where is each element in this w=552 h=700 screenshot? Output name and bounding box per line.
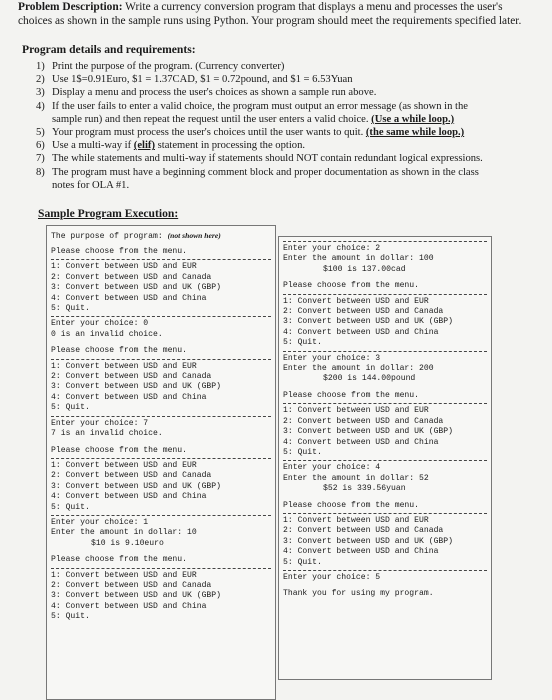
menu-item: 4: Convert between USD and China bbox=[283, 327, 439, 337]
sample-run-right bbox=[278, 236, 492, 680]
menu-item: 5: Quit. bbox=[51, 403, 90, 413]
details-heading: Program details and requirements: bbox=[22, 43, 196, 56]
result-line: $100 is 137.00cad bbox=[323, 264, 406, 274]
menu-item: 1: Convert between USD and EUR bbox=[51, 570, 197, 580]
menu-item: 4: Convert between USD and China bbox=[283, 437, 439, 447]
menu-item: 5: Quit. bbox=[51, 502, 90, 512]
menu-item: 3: Convert between USD and UK (GBP) bbox=[51, 591, 221, 601]
menu-item: 4: Convert between USD and China bbox=[51, 392, 207, 402]
menu-item: 3: Convert between USD and UK (GBP) bbox=[283, 536, 453, 546]
menu-separator bbox=[283, 513, 487, 514]
menu-item: 3: Convert between USD and UK (GBP) bbox=[51, 481, 221, 491]
menu-item: 5: Quit. bbox=[51, 612, 90, 622]
menu-item: 2: Convert between USD and Canada bbox=[51, 471, 212, 481]
requirement-5: 5) Your program must process the user's choices until the user wants to quit. (the same while loop.) bbox=[36, 127, 465, 139]
menu-prompt: Please choose from the menu. bbox=[51, 247, 187, 256]
choice-line: Enter your choice: 1 bbox=[51, 517, 149, 527]
choice-line: Enter your choice: 3 bbox=[283, 353, 381, 363]
menu-item: 4: Convert between USD and China bbox=[283, 547, 439, 557]
result-line: $10 is 9.10euro bbox=[91, 538, 164, 548]
menu-item: 1: Convert between USD and EUR bbox=[51, 262, 197, 272]
menu-item: 5: Quit. bbox=[283, 447, 322, 457]
menu-item: 5: Quit. bbox=[283, 338, 322, 348]
menu-item: 1: Convert between USD and EUR bbox=[283, 406, 429, 416]
menu-separator bbox=[283, 460, 487, 461]
choice-line: Enter your choice: 4 bbox=[283, 463, 381, 473]
choice-line: Enter your choice: 5 bbox=[283, 572, 381, 582]
menu-separator bbox=[283, 241, 487, 242]
problem-description bbox=[18, 0, 538, 28]
menu-item: 2: Convert between USD and Canada bbox=[283, 526, 444, 536]
requirement-4-cont: sample run) and then repeat the request until the user enters a valid choice. (Use a while loop.) bbox=[52, 113, 455, 125]
menu-separator bbox=[51, 359, 271, 360]
menu-separator bbox=[51, 568, 271, 569]
description-label: Problem Description: bbox=[18, 1, 123, 13]
menu-item: 5: Quit. bbox=[283, 557, 322, 567]
menu-prompt: Please choose from the menu. bbox=[283, 500, 419, 510]
sample-run-left bbox=[46, 225, 276, 700]
requirement-8-cont: notes for OLA #1. bbox=[52, 179, 130, 191]
result-line: $200 is 144.00pound bbox=[323, 374, 416, 384]
description-line-1: Write a currency conversion program that displays a menu and processes the user's bbox=[122, 1, 503, 13]
menu-separator bbox=[51, 316, 271, 317]
menu-separator bbox=[51, 458, 271, 459]
menu-item: 1: Convert between USD and EUR bbox=[283, 515, 429, 525]
menu-prompt: Please choose from the menu. bbox=[51, 346, 187, 356]
menu-separator bbox=[283, 351, 487, 352]
menu-separator bbox=[283, 294, 487, 295]
menu-item: 4: Convert between USD and China bbox=[51, 601, 207, 611]
sample-heading: Sample Program Execution: bbox=[38, 207, 179, 220]
menu-item: 2: Convert between USD and Canada bbox=[51, 580, 212, 590]
requirement-3: 3) Display a menu and process the user's choices as shown a sample run above. bbox=[36, 87, 377, 99]
menu-separator bbox=[51, 515, 271, 516]
invalid-message: 0 is an invalid choice. bbox=[51, 329, 163, 339]
menu-separator bbox=[283, 403, 487, 404]
menu-item: 2: Convert between USD and Canada bbox=[51, 372, 212, 382]
menu-item: 1: Convert between USD and EUR bbox=[283, 296, 429, 306]
menu-item: 2: Convert between USD and Canada bbox=[283, 307, 444, 317]
requirement-4: 4) If the user fails to enter a valid choice, the program must output an error message (as shown in the bbox=[36, 100, 468, 112]
menu-item: 1: Convert between USD and EUR bbox=[51, 361, 197, 371]
choice-line: Enter your choice: 7 bbox=[51, 418, 149, 428]
amount-line: Enter the amount in dollar: 200 bbox=[283, 364, 434, 374]
menu-item: 3: Convert between USD and UK (GBP) bbox=[283, 427, 453, 437]
description-line-2: choices as shown in the sample runs using Python. Your program should meet the requirements specified later. bbox=[18, 15, 522, 27]
menu-item: 1: Convert between USD and EUR bbox=[51, 460, 197, 470]
amount-line: Enter the amount in dollar: 52 bbox=[283, 473, 429, 483]
requirement-8: 8) The program must have a beginning comment block and proper documentation as shown in the class bbox=[36, 166, 479, 178]
menu-item: 5: Quit. bbox=[51, 304, 90, 314]
requirement-1: 1) Print the purpose of the program. (Currency converter) bbox=[36, 61, 285, 72]
menu-item: 4: Convert between USD and China bbox=[51, 293, 207, 303]
result-line: $52 is 339.56yuan bbox=[323, 484, 406, 494]
choice-line: Enter your choice: 0 bbox=[51, 319, 149, 329]
menu-item: 3: Convert between USD and UK (GBP) bbox=[283, 317, 453, 327]
menu-prompt: Please choose from the menu. bbox=[51, 445, 187, 455]
amount-line: Enter the amount in dollar: 100 bbox=[283, 254, 434, 264]
menu-separator bbox=[51, 259, 271, 260]
menu-separator bbox=[51, 416, 271, 417]
requirements-list bbox=[36, 60, 536, 192]
menu-prompt: Please choose from the menu. bbox=[283, 281, 419, 291]
invalid-message: 7 is an invalid choice. bbox=[51, 429, 163, 439]
menu-item: 3: Convert between USD and UK (GBP) bbox=[51, 283, 221, 293]
requirement-2: 2) Use 1$=0.91Euro, $1 = 1.37CAD, $1 = 0.72pound, and $1 = 6.53Yuan bbox=[36, 74, 353, 86]
menu-item: 4: Convert between USD and China bbox=[51, 492, 207, 502]
thank-you-line: Thank you for using my program. bbox=[283, 589, 434, 599]
purpose-line: The purpose of program: (not shown here) bbox=[51, 231, 221, 241]
menu-prompt: Please choose from the menu. bbox=[51, 555, 187, 565]
requirement-7: 7) The while statements and multi-way if statements should NOT contain redundant logical expressions. bbox=[36, 153, 483, 165]
choice-line: Enter your choice: 2 bbox=[283, 244, 381, 253]
amount-line: Enter the amount in dollar: 10 bbox=[51, 528, 197, 538]
menu-prompt: Please choose from the menu. bbox=[283, 390, 419, 400]
menu-separator bbox=[283, 570, 487, 571]
menu-item: 2: Convert between USD and Canada bbox=[283, 416, 444, 426]
menu-item: 3: Convert between USD and UK (GBP) bbox=[51, 382, 221, 392]
requirement-6: 6) Use a multi-way if (elif) statement in processing the option. bbox=[36, 140, 306, 152]
menu-item: 2: Convert between USD and Canada bbox=[51, 272, 212, 282]
